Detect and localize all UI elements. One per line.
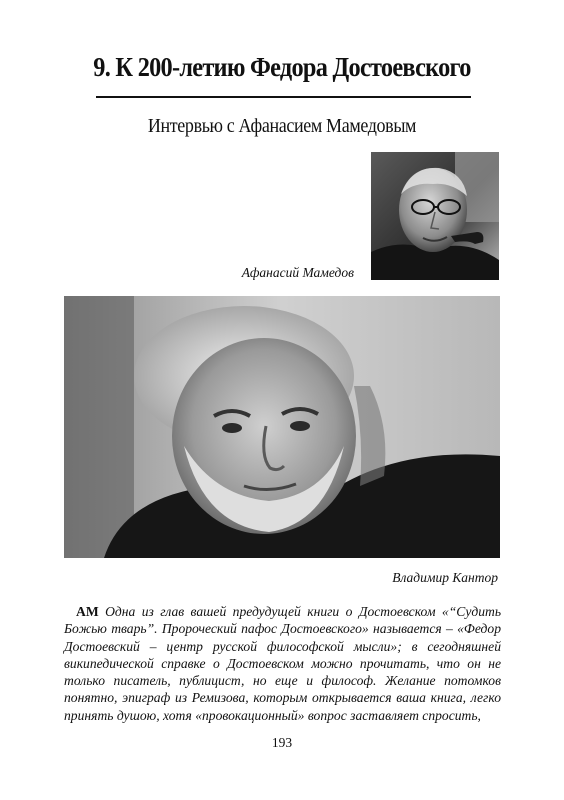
portrait-caption-small: Афанасий Мамедов	[241, 265, 354, 280]
portrait-photo-large	[64, 296, 500, 558]
interview-paragraph	[64, 603, 501, 724]
chapter-title: 9. К 200-летию Федора Достоевского	[93, 52, 471, 82]
page-number: 193	[271, 735, 293, 750]
title-rule	[96, 96, 471, 98]
portrait-caption-large: Владимир Кантор	[392, 570, 498, 585]
chapter-subtitle: Интервью с Афанасием Мамедовым	[147, 115, 417, 137]
interview-question-text: Одна из глав вашей предудущей книги о Достоевском «“Судить Божью тварь”. Пророческий пафос Достоевского» называется – «Федор Достоевский – центр русской философской мысли»; в сегодняшней википедической справке о Достоевском можно прочитать, что он не только писатель, публицист, но еще и философ. Желание потомков понятно, эпиграф из Ремизова, которым открывается ваша книга, легко принять душою, хотя «провокационный» вопрос заставляет спросить,	[64, 604, 502, 723]
speaker-label: АМ	[76, 604, 99, 619]
portrait-photo-small	[371, 152, 499, 280]
